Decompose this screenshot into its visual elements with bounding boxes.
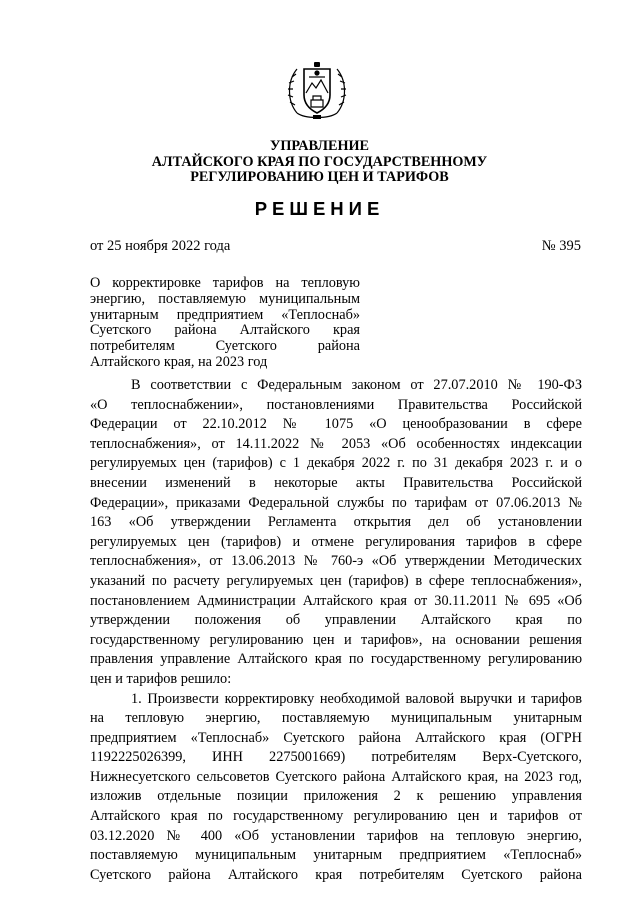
- body-line: 163 «Об утверждении Регламента открытия дел об установлении: [90, 514, 582, 531]
- subject-line: Суетского района Алтайского края: [90, 323, 360, 339]
- body-line: регулируемых цен (тарифов) с 1 декабря 2022 г. по 31 декабря 2023 г. и о: [90, 455, 582, 472]
- body-line: Федерации», приказами Федеральной службы по тарифам от 07.06.2013 №: [90, 494, 582, 511]
- body-line: теплоснабжения», от 14.11.2022 № 2053 «Об особенностях индексации: [90, 435, 582, 452]
- body-line: 03.12.2020 № 400 «Об установлении тарифов на тепловую энергию,: [90, 827, 582, 844]
- document-body: [90, 376, 582, 885]
- body-line: на тепловую энергию, поставляемую муниципальным унитарным: [90, 710, 582, 727]
- agency-line-3: РЕГУЛИРОВАНИЮ ЦЕН И ТАРИФОВ: [190, 169, 449, 185]
- body-line: внесении изменений в некоторые акты Правительства Российской: [90, 474, 582, 491]
- body-line: 1. Произвести корректировку необходимой валовой выручки и тарифов: [131, 690, 582, 707]
- body-line: «О теплоснабжении», постановлениями Правительства Российской: [90, 396, 582, 413]
- body-line: цен и тарифов решило:: [90, 670, 232, 687]
- body-line: теплоснабжения», от 13.06.2013 № 760-э «Об утверждении Методических: [90, 553, 582, 570]
- body-line: поставляемую муниципальным унитарным предприятием «Теплоснаб»: [90, 847, 582, 864]
- body-line: Алтайского края по государственному регулированию цен и тарифов от: [90, 808, 582, 825]
- coat-of-arms-icon: [283, 55, 351, 123]
- body-line: постановлением Администрации Алтайского края от 30.11.2011 № 695 «Об: [90, 592, 582, 609]
- agency-line-1: УПРАВЛЕНИЕ: [269, 138, 370, 154]
- paragraph-1: [90, 376, 582, 690]
- body-line: Суетского района Алтайского края потребителям Суетского района: [90, 866, 582, 883]
- subject-line: Алтайского края, на 2023 год: [90, 354, 268, 370]
- body-line: изложив отдельные позиции приложения 2 к решению управления: [90, 788, 582, 805]
- body-line: правления управление Алтайского края по государственному регулированию: [90, 651, 582, 668]
- paragraph-2: [90, 690, 582, 886]
- subject-line: потребителям Суетского района: [90, 339, 360, 355]
- body-line: В соответствии с Федеральным законом от 27.07.2010 № 190-ФЗ: [131, 377, 582, 393]
- agency-name: [0, 139, 639, 186]
- subject-block: [90, 276, 360, 371]
- body-line: предприятием «Теплоснаб» Суетского района Алтайского края (ОГРН: [90, 729, 582, 746]
- document-date: от 25 ноября 2022 года: [90, 238, 231, 254]
- subject-line: энергию, поставляемую муниципальным: [90, 291, 360, 307]
- document-number: № 395: [541, 238, 581, 254]
- body-line: 1192225026399, ИНН 2275001669) потребителям Верх-Суетского,: [90, 749, 582, 766]
- body-line: утверждении положения об управлении Алтайского края по: [90, 612, 582, 629]
- document-title: РЕШЕНИЕ: [254, 198, 385, 219]
- body-line: регулируемых цен (тарифов) и отмене регулирования тарифов в сфере: [90, 533, 582, 550]
- body-line: указаний по расчету регулируемых цен (тарифов) в сфере теплоснабжения»,: [90, 572, 582, 589]
- agency-line-2: АЛТАЙСКОГО КРАЯ ПО ГОСУДАРСТВЕННОМУ: [151, 153, 488, 170]
- body-line: Федерации от 22.10.2012 № 1075 «О ценообразовании в сфере: [90, 416, 582, 433]
- body-line: Нижнесуетского сельсоветов Суетского района Алтайского края, на 2023 год,: [90, 768, 582, 785]
- subject-line: унитарным предприятием «Теплоснаб»: [90, 307, 360, 323]
- body-line: государственному регулированию цен и тарифов», на основании решения: [90, 631, 582, 648]
- subject-line: О корректировке тарифов на тепловую: [90, 276, 360, 291]
